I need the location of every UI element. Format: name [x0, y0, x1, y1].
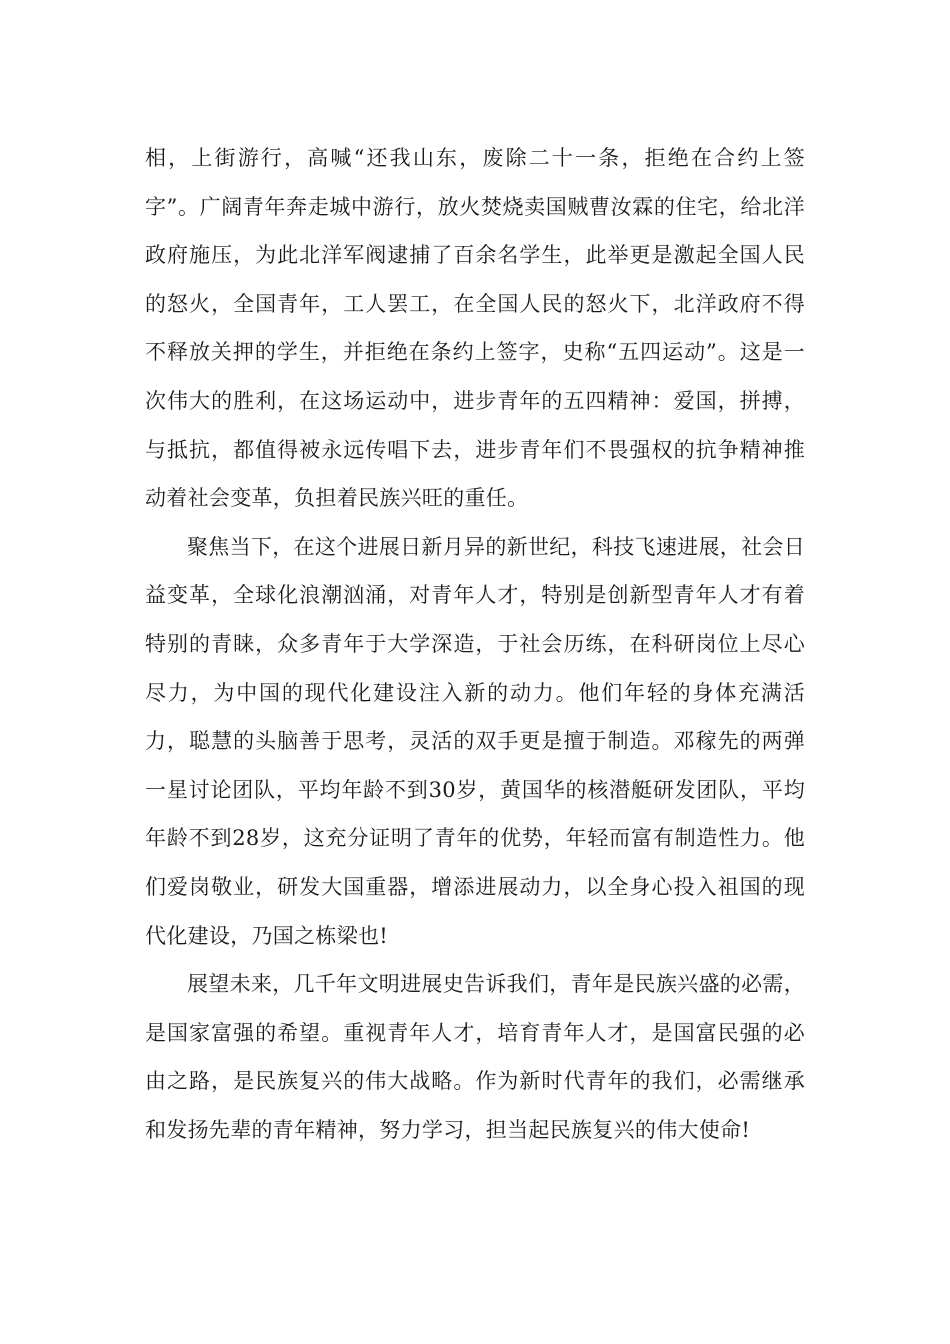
paragraph-present: 聚焦当下，在这个进展日新月异的新世纪，科技飞速进展，社会日益变革，全球化浪潮汹涌，对青年人才，特别是创新型青年人才有着特别的青睐，众多青年于大学深造，于社会历练，在科研岗位上尽心尽力，为中国的现代化建设注入新的动力。他们年轻的身体充满活力，聪慧的头脑善于思考，灵活的双手更是擅于制造。邓稼先的两弹一星讨论团队，平均年龄不到30岁，黄国华的核潜艇研发团队，平均年龄不到28岁，这充分证明了青年的优势，年轻而富有制造性力。他们爱岗敬业，研发大国重器，增添进展动力，以全身心投入祖国的现代化建设，乃国之栋梁也!	[145, 534, 805, 948]
paragraph-future: 展望未来，几千年文明进展史告诉我们，青年是民族兴盛的必需，是国家富强的希望。重视青年人才，培育青年人才，是国富民强的必由之路，是民族复兴的伟大战略。作为新时代青年的我们，必需继承和发扬先辈的青年精神，努力学习，担当起民族复兴的伟大使命!	[145, 972, 805, 1142]
document-body	[145, 134, 805, 1154]
paragraph-continued: 相，上街游行，高喊“还我山东，废除二十一条，拒绝在合约上签字”。广阔青年奔走城中游行，放火焚烧卖国贼曹汝霖的住宅，给北洋政府施压，为此北洋军阀逮捕了百余名学生，此举更是激起全国人民的怒火，全国青年，工人罢工，在全国人民的怒火下，北洋政府不得不释放关押的学生，并拒绝在条约上签字，史称“五四运动”。这是一次伟大的胜利，在这场运动中，进步青年的五四精神：爱国，拼搏，与抵抗，都值得被永远传唱下去，进步青年们不畏强权的抗争精神推动着社会变革，负担着民族兴旺的重任。	[145, 146, 805, 511]
